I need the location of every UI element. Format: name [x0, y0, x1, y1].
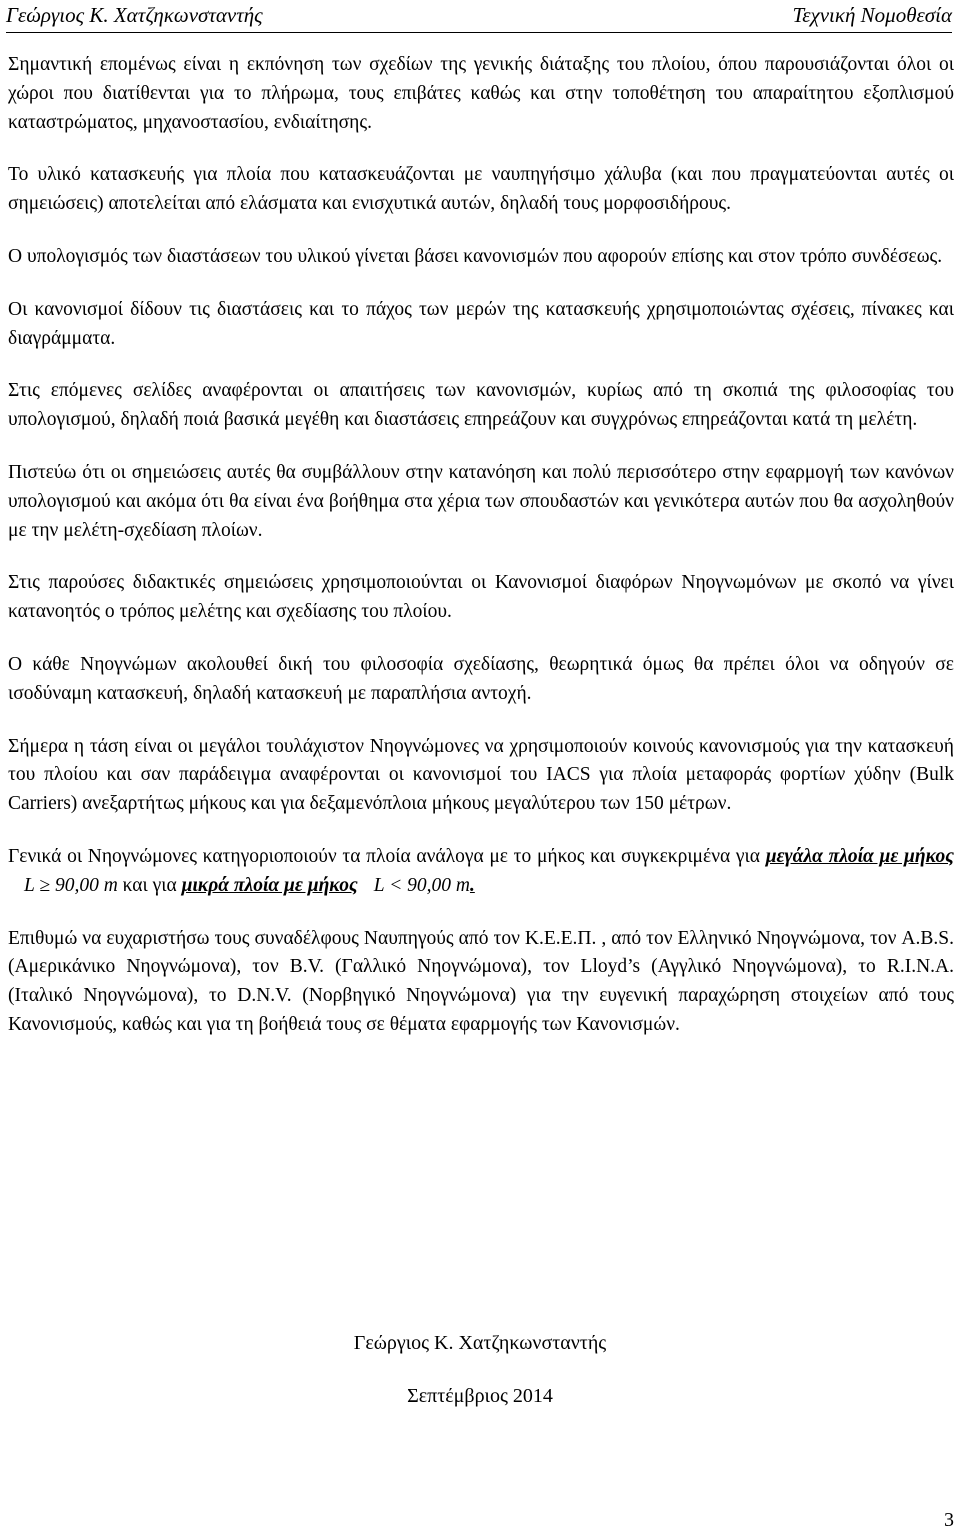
small-ships-label: μικρά πλοία με μήκος: [181, 874, 358, 896]
paragraph: Σημαντική επομένως είναι η εκπόνηση των σχεδίων της γενικής διάταξης του πλοίου, όπου παρουσιάζονται όλοι οι χώροι που διατίθενται για το πλήρωμα, τους επιβάτες καθώς και στην τοποθέτηση του απαραίτητου εξοπλισμού καταστρώματος, μηχανοστασίου, ενδιαίτησης.: [8, 54, 954, 133]
small-ships-formula: L < 90,00 m: [373, 874, 470, 896]
signature-name: Γεώργιος Κ. Χατζηκωνσταντής: [353, 1332, 607, 1354]
signature-date: Σεπτέμβριος 2014: [407, 1385, 553, 1407]
classification-intro: Γενικά οι Νηογνώμονες κατηγοριοποιούν τα πλοία ανάλογα με το μήκος και συγκεκριμένα για: [8, 845, 761, 867]
paragraph: Ο κάθε Νηογνώμων ακολουθεί δική του φιλοσοφία σχεδίασης, θεωρητικά όμως θα πρέπει όλοι να οδηγούν σε ισοδύναμη κατασκευή, δηλαδή κατασκευή με παραπλήσια αντοχή.: [8, 653, 954, 704]
paragraph: Το υλικό κατασκευής για πλοία που κατασκευάζονται με ναυπηγήσιμο χάλυβα (και που πραγματεύονται αυτές οι σημειώσεις) αποτελείται από ελάσματα και ενισχυτικά αυτών, δηλαδή τους μορφοσιδήρους.: [8, 164, 954, 215]
classification-paragraph: [8, 843, 954, 901]
page-number: 3: [944, 1509, 954, 1531]
paragraph: Στις επόμενες σελίδες αναφέρονται οι απαιτήσεις των κανονισμών, κυρίως από τη σκοπιά της φιλοσοφίας του υπολογισμού, δηλαδή ποιά βασικά μεγέθη και διαστάσεις επηρεάζουν και συγχρόνως επηρεάζονται κατά τη μελέτη.: [8, 380, 954, 431]
header-subject: Τεχνική Νομοθεσία: [792, 3, 952, 27]
large-ships-label: μεγάλα πλοία με μήκος: [765, 845, 954, 867]
paragraph: Οι κανονισμοί δίδουν τις διαστάσεις και το πάχος των μερών της κατασκευής χρησιμοποιώντας σχέσεις, πίνακες και διαγράμματα.: [8, 298, 954, 349]
document-body: [8, 51, 954, 1064]
paragraph: Στις παρούσες διδακτικές σημειώσεις χρησιμοποιούνται οι Κανονισμοί διαφόρων Νηογνωμόνων με σκοπό να γίνει κατανοητός ο τρόπος μελέτης και σχεδίασης του πλοίου.: [8, 572, 954, 623]
paragraph: Σήμερα η τάση είναι οι μεγάλοι τουλάχιστον Νηογνώμονες να χρησιμοποιούν κοινούς κανονισμούς για την κατασκευή του πλοίου και σαν παράδειγμα αναφέρονται οι κανονισμοί του IACS για πλοία μεταφοράς φορτίων χύδην (Bulk Carriers) ανεξαρτήτως μήκους και για δεξαμενόπλοια μήκους μεγαλύτερου των 150 μέτρων.: [8, 735, 954, 815]
header-author: Γεώργιος Κ. Χατζηκωνσταντής: [6, 3, 263, 27]
acknowledgement-paragraph: Επιθυμώ να ευχαριστήσω τους συναδέλφους Ναυπηγούς από τον Κ.Ε.Ε.Π. , από τον Ελληνικό Νηογνώμονα, τον A.B.S. (Αμερικάνικο Νηογνώμονα), τον B.V. (Γαλλικό Νηογνώμονα), τον Lloyd’s (Αγγλικό Νηογνώμονα), το R.I.N.A. (Ιταλικό Νηογνώμονα), το D.N.V. (Νορβηγικό Νηογνώμονα) για την ευγενική παραχώρηση στοιχείων από τους Κανονισμούς, καθώς και για τη βοήθειά τους σε θέματα εφαρμογής των Κανονισμών.: [8, 927, 954, 1035]
header-rule: [6, 32, 952, 33]
paragraph: Πιστεύω ότι οι σημειώσεις αυτές θα συμβάλλουν στην κατανόηση και πολύ περισσότερο στην εφαρμογή των κανόνων υπολογισμού και ακόμα ότι θα είναι ένα βοήθημα στα χέρια των σπουδαστών και γενικότερα αυτών που θα ασχοληθούν με την μελέτη-σχεδίαση πλοίων.: [8, 461, 954, 541]
classification-connector: και για: [122, 874, 177, 896]
large-ships-formula: L ≥ 90,00 m: [24, 874, 118, 896]
page-header: [6, 0, 952, 30]
classification-end: .: [469, 874, 475, 896]
paragraph: Ο υπολογισμός των διαστάσεων του υλικού γίνεται βάσει κανονισμών που αφορούν επίσης και στον τρόπο συνδέσεως.: [8, 245, 943, 267]
